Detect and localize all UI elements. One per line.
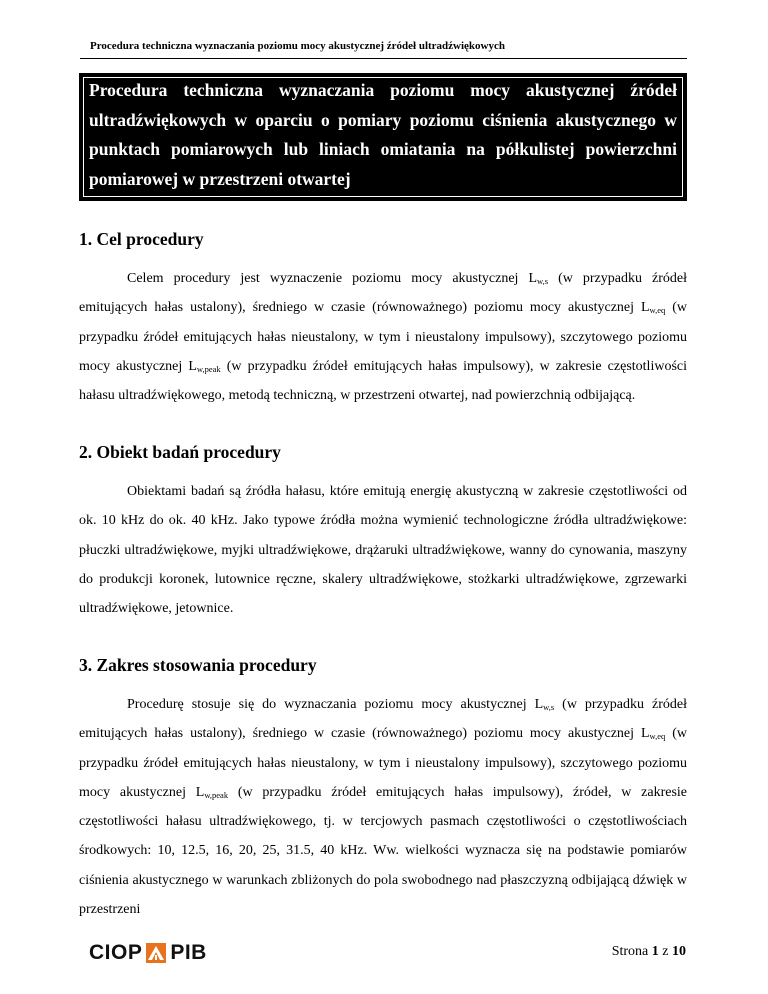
page-prefix: Strona bbox=[611, 944, 649, 959]
section-1-paragraph bbox=[79, 264, 687, 410]
s1-sub-c: w,peak bbox=[196, 363, 221, 374]
s1-text-c: (w przypadku źródeł emitujących hałas nieustalony, w tym i nieustalony impulsowy), szczytowego poziomu mocy akustycznej L bbox=[79, 300, 687, 374]
s3-text-a: Procedurę stosuje się do wyznaczania poziomu mocy akustycznej L bbox=[127, 697, 544, 712]
logo-text-left: CIOP bbox=[89, 941, 143, 964]
s1-sub-a: w,s bbox=[537, 276, 549, 286]
page-current: 1 bbox=[651, 944, 659, 959]
s3-sub-a: w,s bbox=[543, 702, 555, 712]
section-2-paragraph bbox=[79, 477, 687, 623]
running-header: Procedura techniczna wyznaczania poziomu mocy akustycznej źródeł ultradźwiękowych bbox=[90, 40, 505, 52]
page-separator: z bbox=[662, 944, 669, 959]
section-heading-3: 3. Zakres stosowania procedury bbox=[79, 655, 317, 675]
header-divider bbox=[80, 58, 687, 59]
title-box bbox=[79, 73, 687, 201]
section-3-paragraph bbox=[79, 690, 687, 924]
ciop-pib-logo bbox=[89, 942, 207, 964]
s3-text-d: (w przypadku źródeł emitujących hałas impulsowy), źródeł, w zakresie częstotliwości hałasu ultradźwiękowego, tj. w tercjowych pasmach częstotliwości o częstotliwościach środkowych: 10, 12.5, 16, 20, 25, 31.5, 40 kHz. Ww. wielkości wyznacza się na podstawie pomiarów ciśnienia akustycznego w warunkach zbliżonych do pola swobodnego nad płaszczyzną odbijającą dźwięk w przestrzeni bbox=[79, 784, 687, 918]
s3-sub-c: w,peak bbox=[204, 789, 229, 800]
s1-sub-b: w,eq bbox=[649, 305, 666, 316]
s1-text-d: (w przypadku źródeł emitujących hałas impulsowy), w zakresie częstotliwości hałasu ultradźwiękowego, metodą techniczną, w przestrzeni otwartej, nad powierzchnią odbijającą. bbox=[79, 358, 687, 404]
s3-text-b: (w przypadku źródeł emitujących hałas ustalony), średniego w czasie (równoważnego) poziomu mocy akustycznej L bbox=[79, 697, 687, 742]
document-title: Procedura techniczna wyznaczania poziomu mocy akustycznej źródeł ultradźwiękowych w oparciu o pomiary poziomu ciśnienia akustycznego w punktach pomiarowych lub liniach omiatania na półkulistej powierzchni pomiarowej w przestrzeni otwartej bbox=[89, 80, 677, 190]
s1-text-b: (w przypadku źródeł emitujących hałas ustalony), średniego w czasie (równoważnego) poziomu mocy akustycznej L bbox=[79, 271, 687, 316]
section-heading-1: 1. Cel procedury bbox=[79, 229, 204, 249]
page-total: 10 bbox=[672, 944, 686, 959]
page-number bbox=[570, 944, 686, 960]
logo-emblem-icon bbox=[146, 943, 166, 963]
logo-text-right: PIB bbox=[170, 941, 207, 964]
s1-text-a: Celem procedury jest wyznaczenie poziomu mocy akustycznej L bbox=[127, 271, 538, 286]
s2-text: Obiektami badań są źródła hałasu, które emitują energię akustyczną w zakresie częstotliwości od ok. 10 kHz do ok. 40 kHz. Jako typowe źródła można wymienić technologiczne źródła ultradźwiękowe: płuczki ultradźwiękowe, myjki ultradźwiękowe, drążaruki ultradźwiękowe, wanny do cynowania, maszyny do produkcji koronek, lutownice ręczne, skalery ultradźwiękowe, stożkarki ultradźwiękowe, zgrzewarki ultradźwiękowe, jetownice. bbox=[79, 484, 687, 617]
section-heading-2: 2. Obiekt badań procedury bbox=[79, 442, 281, 462]
s3-sub-b: w,eq bbox=[649, 731, 666, 742]
s3-text-c: (w przypadku źródeł emitujących hałas nieustalony, w tym i nieustalony impulsowy), szczytowego poziomu mocy akustycznej L bbox=[79, 726, 687, 800]
